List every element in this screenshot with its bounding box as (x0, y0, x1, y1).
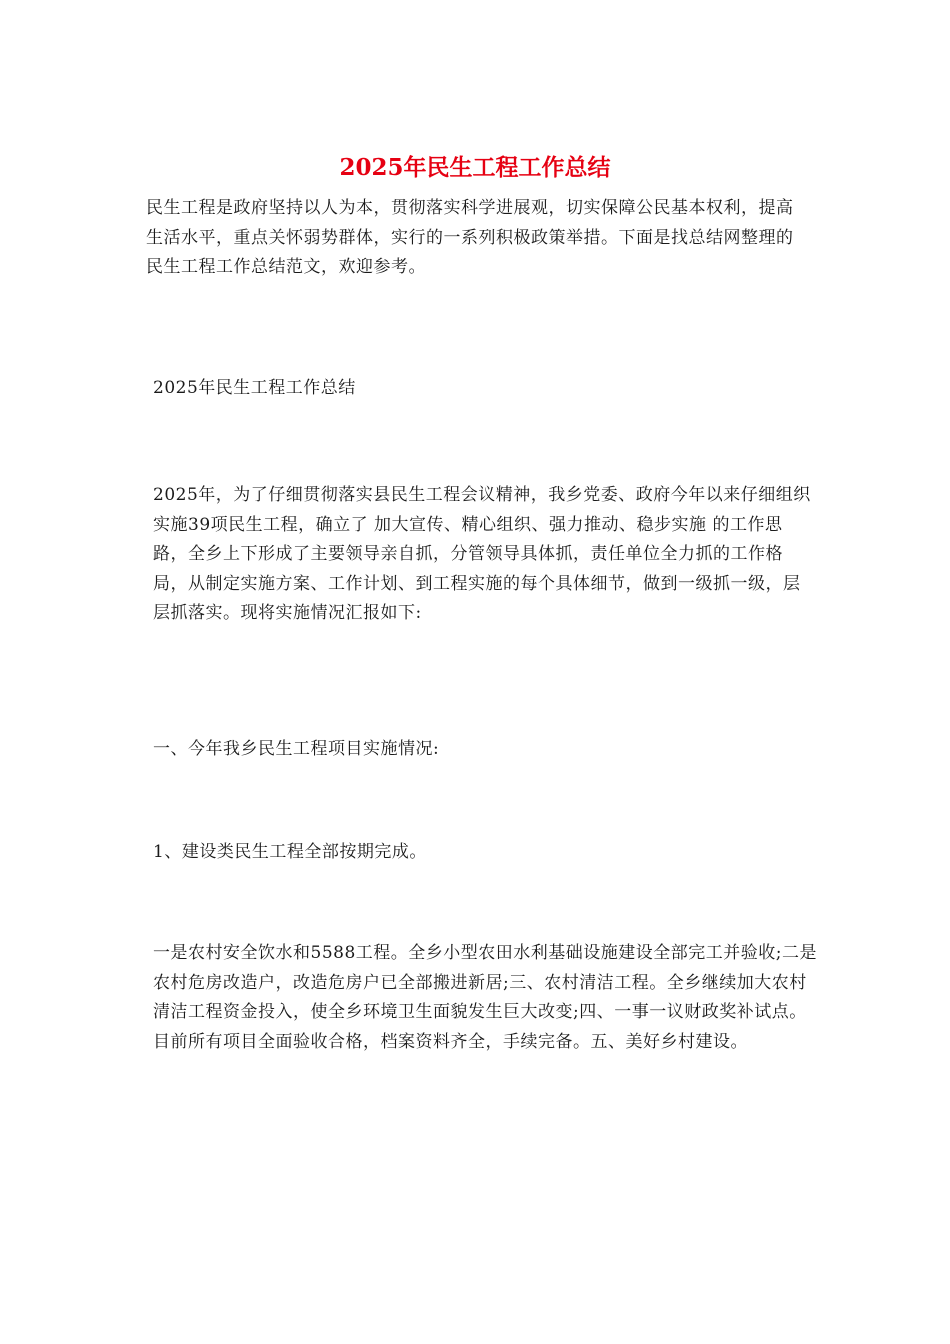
body-paragraph-2: 一是农村安全饮水和5588工程。全乡小型农田水利基础设施建设全部完工并验收;二是农村危房改造户，改造危房户已全部搬进新居;三、农村清洁工程。全乡继续加大农村清洁工程资金投入，使全乡环境卫生面貌发生巨大改变;四、一事一议财政奖补试点。目前所有项目全面验收合格，档案资料齐全，手续完备。五、美好乡村建设。 (153, 943, 817, 1052)
section-heading-1: 一、今年我乡民生工程项目实施情况: (153, 739, 440, 759)
section-heading-2: 1、建设类民生工程全部按期完成。 (153, 842, 427, 862)
subtitle: 2025年民生工程工作总结 (153, 378, 356, 398)
document-title: 2025年民生工程工作总结 (339, 154, 611, 181)
intro-paragraph: 民生工程是政府坚持以人为本，贯彻落实科学进展观，切实保障公民基本权利，提高生活水平，重点关怀弱势群体，实行的一系列积极政策举措。下面是找总结网整理的民生工程工作总结范文，欢迎参考。 (146, 198, 794, 277)
body-paragraph-1: 2025年，为了仔细贯彻落实县民生工程会议精神，我乡党委、政府今年以来仔细组织实施39项民生工程，确立了 加大宣传、精心组织、强力推动、稳步实施 的工作思路，全乡上下形成了主要领导亲自抓，分管领导具体抓，责任单位全力抓的工作格局，从制定实施方案、工作计划、到工程实施的每个具体细节，做到一级抓一级，层层抓落实。现将实施情况汇报如下: (153, 485, 811, 623)
